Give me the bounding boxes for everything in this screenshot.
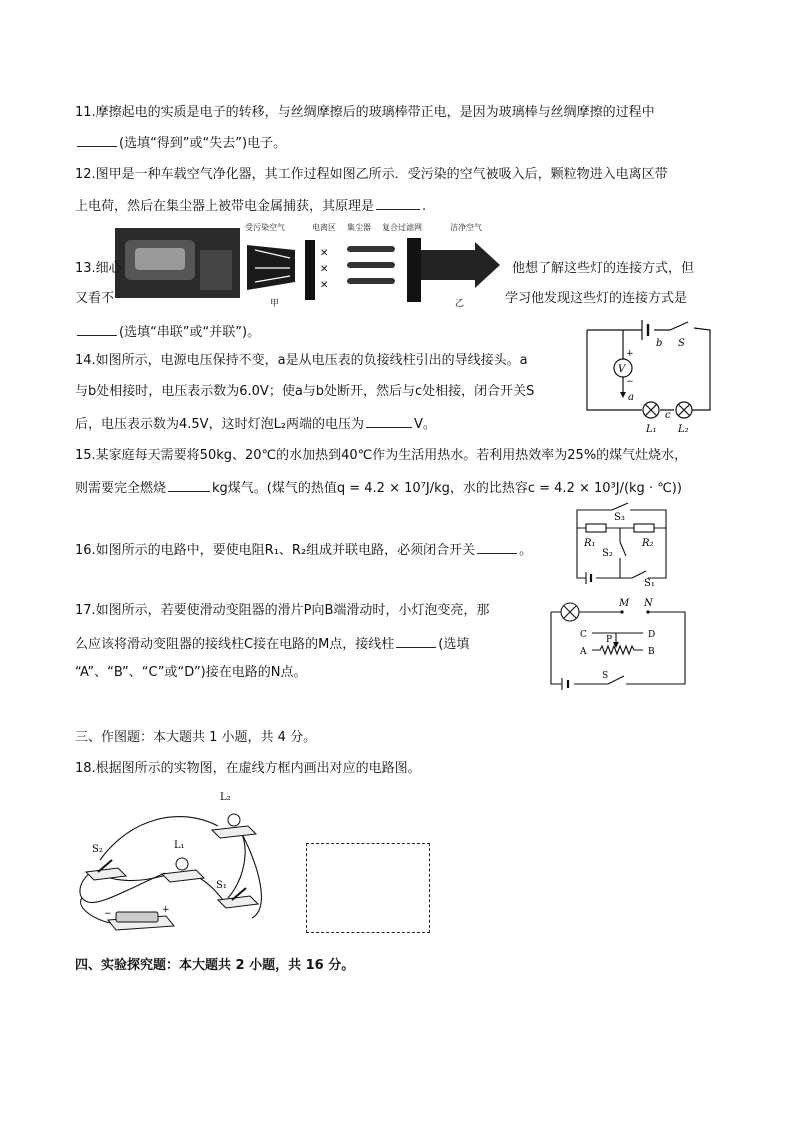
section-4-heading: 四、实验探究题：本大题共 2 小题，共 16 分。	[75, 958, 355, 973]
q13-line2-end: 学习他发现这些灯的连接方式是	[505, 291, 688, 306]
svg-text:D: D	[648, 630, 656, 640]
svg-text:甲: 甲	[270, 299, 280, 309]
q15-line1: 15.某家庭每天需要将50kg、20℃的水加热到40℃作为生活用热水。若利用热效率为25%的煤气灶烧水，	[75, 448, 688, 463]
answer-blank[interactable]	[477, 540, 517, 554]
svg-text:C: C	[580, 630, 587, 640]
answer-blank[interactable]	[396, 634, 436, 648]
svg-text:B: B	[648, 647, 655, 657]
q17-line2: 么应该将滑动变阻器的接线柱C接在电路的M点，接线柱 (选填	[75, 634, 469, 654]
svg-text:S: S	[602, 671, 609, 681]
answer-blank[interactable]	[366, 414, 412, 428]
q15-line2: 则需要完全燃烧 kg煤气。(煤气的热值q = 4.2 × 10⁷J/kg，水的比热容c = 4.2 × 10³J/(kg · ℃))	[75, 478, 682, 498]
answer-blank[interactable]	[77, 322, 117, 336]
svg-text:A: A	[580, 647, 587, 657]
svg-text:P: P	[606, 635, 613, 645]
svg-text:b: b	[656, 338, 663, 349]
svg-text:N: N	[644, 598, 653, 609]
svg-text:乙: 乙	[455, 299, 465, 309]
answer-drawing-box[interactable]	[306, 843, 430, 933]
svg-text:M: M	[619, 598, 630, 609]
svg-text:S₂: S₂	[602, 548, 613, 559]
svg-text:S₁: S₁	[216, 880, 227, 891]
answer-blank[interactable]	[376, 196, 420, 210]
q12-line1: 12.图甲是一种车载空气净化器，其工作过程如图乙所示．受污染的空气被吸入后，颗粒物进入电离区带	[75, 167, 668, 182]
svg-text:✕: ✕	[320, 264, 329, 275]
svg-text:S₃: S₃	[614, 512, 625, 523]
q14-circuit-diagram	[582, 318, 722, 438]
q14-line2: 与b处相接时，电压表示数为6.0V；使a与b处断开，然后与c处相接，闭合开关S	[75, 384, 535, 399]
q14-line1: 14.如图所示，电源电压保持不变，a是从电压表的负接线柱引出的导线接头。a	[75, 353, 528, 368]
svg-text:S: S	[678, 338, 685, 349]
q12-line2: 上电荷，然后在集尘器上被带电金属捕获，其原理是 .	[75, 196, 426, 216]
q11-line1: 11.摩擦起电的实质是电子的转移，与丝绸摩擦后的玻璃棒带正电，是因为玻璃棒与丝绸摩擦的过程中	[75, 105, 655, 120]
svg-text:a: a	[628, 392, 634, 403]
section-3-heading: 三、作图题：本大题共 1 小题，共 4 分。	[75, 730, 317, 745]
svg-text:电离区: 电离区	[312, 223, 336, 232]
svg-text:L₁: L₁	[646, 424, 657, 435]
svg-text:+: +	[162, 905, 170, 915]
q17-line3: “A”、“B”、“C”或“D”)接在电路的N点。	[75, 665, 307, 680]
svg-text:V: V	[618, 364, 626, 375]
q14-line3: 后，电压表示数为4.5V，这时灯泡L₂两端的电压为 V。	[75, 414, 436, 434]
svg-text:−: −	[626, 377, 634, 387]
svg-text:L₂: L₂	[220, 792, 231, 803]
svg-text:+: +	[626, 349, 634, 359]
q17-circuit-diagram	[548, 596, 693, 691]
svg-text:S₂: S₂	[92, 844, 103, 855]
svg-text:R₂: R₂	[642, 538, 654, 549]
q18-physical-circuit-figure	[70, 788, 270, 943]
svg-text:c: c	[665, 410, 671, 421]
q17-line1: 17.如图所示，若要使滑动变阻器的滑片P向B端滑动时，小灯泡变亮，那	[75, 603, 490, 618]
svg-text:L₁: L₁	[174, 840, 185, 851]
answer-blank[interactable]	[77, 133, 117, 147]
q16-line1: 16.如图所示的电路中，要使电阻R₁、R₂组成并联电路，必须闭合开关 。	[75, 540, 532, 560]
svg-text:✕: ✕	[320, 248, 329, 259]
svg-text:受污染空气: 受污染空气	[245, 223, 285, 232]
svg-text:R₁: R₁	[584, 538, 596, 549]
q13-line1-end: 他想了解这些灯的连接方式，但	[512, 261, 695, 276]
answer-blank[interactable]	[168, 478, 210, 492]
svg-text:复合过滤网: 复合过滤网	[382, 223, 422, 232]
q13-line1-start: 13.细心	[75, 261, 122, 276]
air-purifier-figure	[115, 220, 515, 310]
svg-text:集尘器: 集尘器	[347, 223, 371, 232]
q18-line1: 18.根据图所示的实物图，在虚线方框内画出对应的电路图。	[75, 761, 421, 776]
q11-line2: (选填“得到”或“失去”)电子。	[75, 133, 286, 153]
svg-text:L₂: L₂	[678, 424, 689, 435]
svg-text:✕: ✕	[320, 280, 329, 291]
svg-text:−: −	[104, 909, 112, 919]
q13-line3: (选填“串联”或“并联”)。	[75, 322, 260, 342]
svg-text:S₁: S₁	[644, 578, 655, 589]
svg-text:洁净空气: 洁净空气	[450, 223, 482, 232]
q16-circuit-diagram	[572, 500, 672, 590]
q13-line2-start: 又看不	[75, 291, 115, 306]
